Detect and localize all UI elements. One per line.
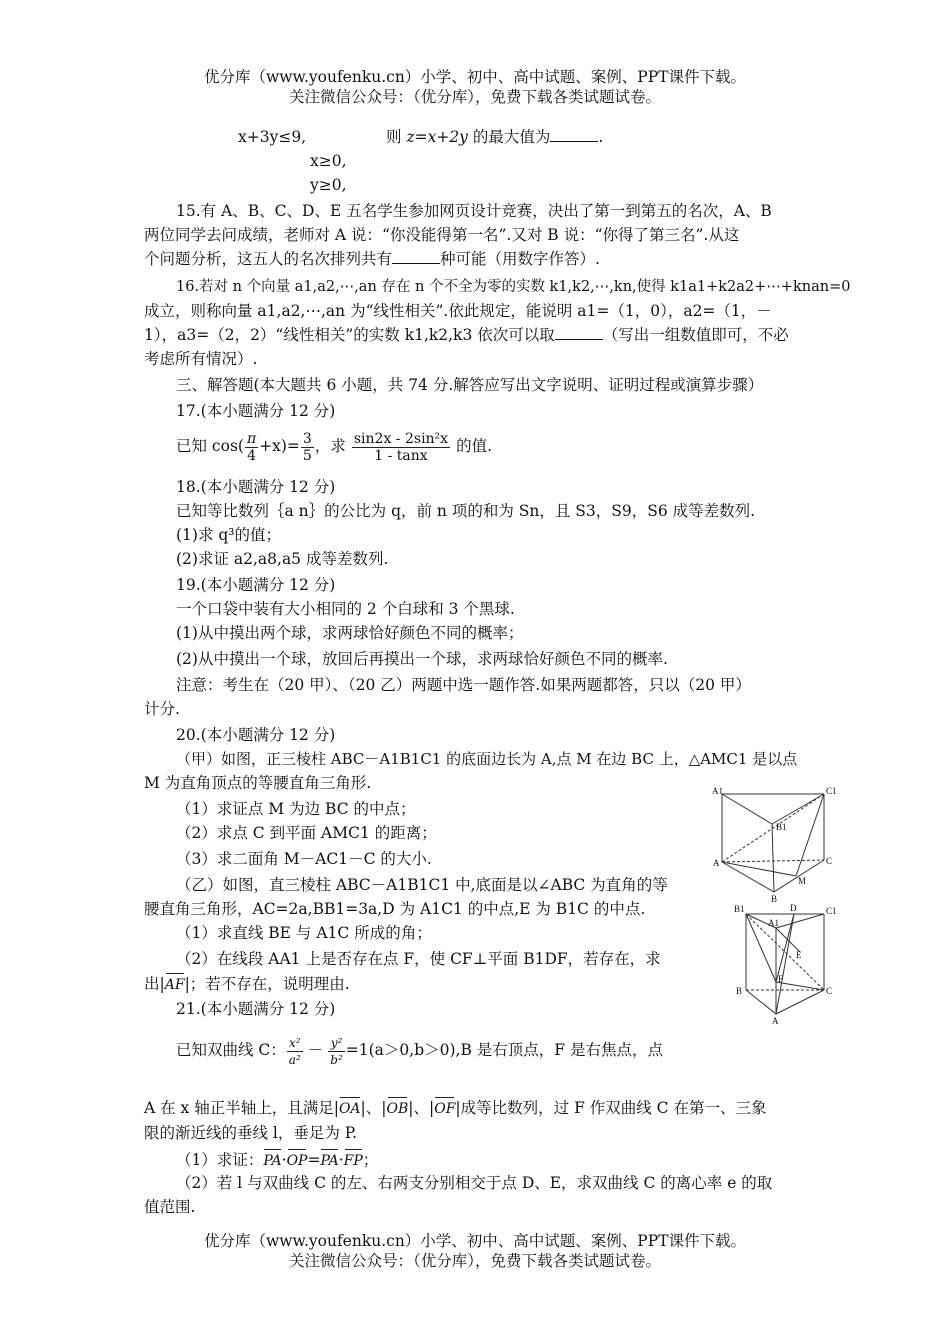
vector-fp: FP <box>344 1148 363 1172</box>
note-line-2: 计分. <box>144 700 180 718</box>
q16-line-4: 考虑所有情况）. <box>144 350 258 368</box>
q18-line-3: (2)求证 a2,a8,a5 成等差数列. <box>176 550 389 568</box>
q17-fraction-3-5: $\frac{3}{5}$ <box>302 430 312 464</box>
q18-line-1: 已知等比数列｛a n｝的公比为 q，前 n 项的和为 Sn，且 S3，S9，S6 成等差数列. <box>176 502 756 520</box>
footer-line-2: 关注微信公众号：（优分库），免费下载各类试题试卷。 <box>288 1252 661 1270</box>
fig2-label-f: F <box>778 974 784 984</box>
q21-statement-line-1: 已知双曲线 C： $\frac{\text{x²}}{\text{a²}}$ － $\frac{\text{y²}}{\text{b²}}$ =1(a＞0,b＞0),B 是右顶点，F 是右焦点，点 <box>176 1035 663 1067</box>
q20-a-line-1: （甲）如图，正三棱柱 ABC－A1B1C1 的底面边长为 A,点 M 在边 BC 上，△AMC1 是以点 <box>176 750 798 768</box>
fig1-label-b1: B1 <box>776 822 787 832</box>
q20-b-line-2: 腰直角三角形，AC=2a,BB1=3a,D 为 A1C1 的中点,E 为 B1C 的中点. <box>144 900 646 918</box>
fig1-label-a: A <box>713 858 720 868</box>
q15-line-2: 两位同学去问成绩，老师对 A 说：“你没能得第一名”.又对 B 说：“你得了第三名”.从这 <box>144 226 740 244</box>
q20-a-line-5: （3）求二面角 M－AC1－C 的大小. <box>176 850 432 868</box>
vector-of: OF <box>434 1096 455 1120</box>
fig2-label-d: D <box>790 903 797 913</box>
q21-fraction-x2-a2: $\frac{\text{x²}}{\text{a²}}$ <box>288 1035 301 1067</box>
footer-line-1: 优分库（www.youfenku.cn）小学、初中、高中试题、案例、PPT课件下载。 <box>203 1232 747 1250</box>
q21-statement-line-2: A 在 x 轴正半轴上，且满足|OA|、|OB|、|OF|成等比数列，过 F 作双曲线 C 在第一、三象 <box>144 1096 766 1120</box>
q14-goal: 则 z=x+2y 的最大值为 . <box>386 128 604 146</box>
q21-heading: 21.(本小题满分 12 分) <box>176 1000 336 1018</box>
fig1-label-c1: C1 <box>826 786 837 796</box>
q18-line-2: (1)求 q³的值； <box>176 526 282 544</box>
q15-answer-blank <box>392 249 440 264</box>
q20-a-line-3: （1）求证点 M 为边 BC 的中点； <box>176 800 416 818</box>
fig2-label-c: C <box>826 986 833 996</box>
header-line-1: 优分库（www.youfenku.cn）小学、初中、高中试题、案例、PPT课件下载。 <box>203 68 747 86</box>
q20-b-line-5: 出|AF|；若不存在，说明理由. <box>144 972 350 996</box>
fig2-label-c1: C1 <box>826 906 837 916</box>
fig2-label-a: A <box>772 1016 779 1026</box>
q16-line-1: 16.若对 n 个向量 a1,a2,⋯,an 存在 n 个不全为零的实数 k1,k2,⋯,kn,使得 k1a1+k2a2+⋯+knan=0 <box>176 279 851 295</box>
vector-oa: OA <box>339 1096 361 1120</box>
q17-fraction-pi-4: $\frac{\pi}{4}$ <box>246 430 257 464</box>
q20-b-line-3: （1）求直线 BE 与 A1C 所成的角； <box>176 924 432 942</box>
q20-heading: 20.(本小题满分 12 分) <box>176 726 336 744</box>
q19-line-1: 一个口袋中装有大小相同的 2 个白球和 3 个黑球. <box>176 600 515 618</box>
fig1-label-c: C <box>826 856 833 866</box>
fig2-label-e: E <box>796 950 802 960</box>
q19-line-3: (2)从中摸出一个球，放回后再摸出一个球，求两球恰好颜色不同的概率. <box>176 650 668 668</box>
q20-b-line-1: （乙）如图，直三棱柱 ABC－A1B1C1 中,底面是以∠ABC 为直角的等 <box>176 876 668 894</box>
prism-figure-2 <box>734 902 838 1026</box>
q21-part-2-line-1: （2）若 l 与双曲线 C 的左、右两支分别相交于点 D、E，求双曲线 C 的离心率 e 的取 <box>176 1174 773 1192</box>
q17-fraction-expression: $\frac{\text{sin2x - 2sin²x}}{1 - \tan x}$ <box>353 430 449 464</box>
q19-line-2: (1)从中摸出两个球，求两球恰好颜色不同的概率； <box>176 624 524 642</box>
q14-constraint-3: y≥0, <box>310 176 347 194</box>
fig2-label-a1: A1 <box>768 918 779 928</box>
q20-b-line-4: （2）在线段 AA1 上是否存在点 F，使 CF⊥平面 B1DF，若存在，求 <box>176 950 661 968</box>
q16-line-2: 成立，则称向量 a1,a2,⋯,an 为“线性相关”.依此规定，能说明 a1=（1，0），a2=（1，－ <box>144 302 772 320</box>
fig1-label-a1: A1 <box>712 786 723 796</box>
note-line-1: 注意：考生在（20 甲）、（20 乙）两题中选一题作答.如果两题都答，只以（20 甲） <box>176 676 751 694</box>
q20-a-line-4: （2）求点 C 到平面 AMC1 的距离； <box>176 824 437 842</box>
vector-af: AF <box>165 972 185 996</box>
q21-statement-line-3: 限的渐近线的垂线 l，垂足为 P. <box>144 1124 358 1142</box>
vector-ob: OB <box>387 1096 409 1120</box>
fig1-label-m: M <box>798 876 807 886</box>
section-3-heading: 三、解答题(本大题共 6 小题，共 74 分.解答应写出文字说明、证明过程或演算步骤） <box>176 376 764 394</box>
q21-fraction-y2-b2: $\frac{\text{y²}}{\text{b²}}$ <box>330 1035 343 1067</box>
q20-a-line-2: M 为直角顶点的等腰直角三角形. <box>144 774 372 792</box>
q21-part-1: （1）求证：PA·OP=PA·FP； <box>176 1148 378 1172</box>
q21-part-2-line-2: 值范围. <box>144 1198 196 1216</box>
q14-constraint-2: x≥0, <box>310 152 347 170</box>
vector-op: OP <box>287 1148 308 1172</box>
q17-statement: 已知 cos( $\frac{\pi}{4}$ +x)= $\frac{3}{5}$ ，求 $\frac{\text{sin2x - 2sin²x}}{1 - \tan x}$ 的值. <box>176 430 493 464</box>
q16-line-3: 1），a3=（2，2）“线性相关”的实数 k1,k2,k3 依次可以取 （写出一组数值即可，不必 <box>144 326 789 344</box>
vector-pa: PA <box>263 1148 281 1172</box>
header-line-2: 关注微信公众号：（优分库），免费下载各类试题试卷。 <box>288 88 661 106</box>
q17-heading: 17.(本小题满分 12 分) <box>176 402 336 420</box>
q16-answer-blank <box>555 325 603 340</box>
q15-line-3: 个问题分析，这五人的名次排列共有 种可能（用数字作答）. <box>144 250 600 268</box>
q14-constraint-1: x+3y≤9, <box>238 128 307 146</box>
fig1-label-b: B <box>771 894 778 904</box>
fig2-label-b: B <box>736 986 743 996</box>
q15-line-1: 15.有 A、B、C、D、E 五名学生参加网页设计竞赛，决出了第一到第五的名次，A、B <box>176 202 772 220</box>
q19-heading: 19.(本小题满分 12 分) <box>176 576 336 594</box>
vector-pa-2: PA <box>320 1148 338 1172</box>
fig2-label-b1: B1 <box>734 904 745 914</box>
q18-heading: 18.(本小题满分 12 分) <box>176 478 336 496</box>
q14-answer-blank <box>550 127 598 142</box>
prism-figure-1 <box>712 784 837 904</box>
